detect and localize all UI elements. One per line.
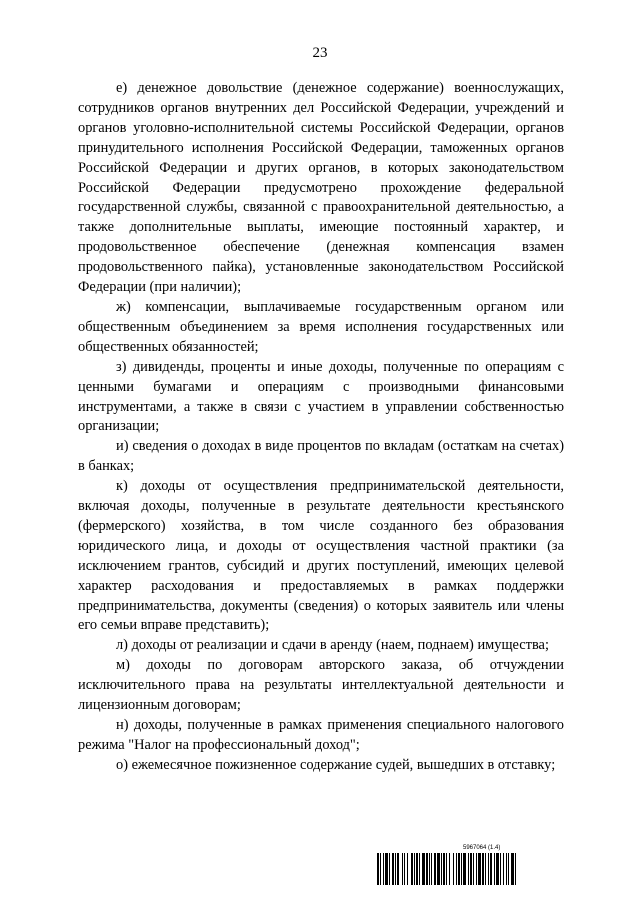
paragraph-zh-compensation: ж) компенсации, выплачиваемые государственным органом или общественным объединением за время исполнения государственных или общественных обязанностей; [78, 298, 564, 355]
paragraph-z-dividends: з) дивиденды, проценты и иные доходы, полученные по операциям с ценными бумагами и операциям с производными финансовыми инструментами, а также в связи с участием в управлении собственностью организации; [78, 358, 564, 435]
barcode-icon [377, 853, 565, 885]
paragraph-m-copyright-income: м) доходы по договорам авторского заказа, об отчуждении исключительного права на результаты интеллектуальной деятельности и лицензионным договорам; [78, 657, 564, 714]
paragraph-o-judge-allowance: о) ежемесячное пожизненное содержание судей, вышедших в отставку; [116, 756, 556, 773]
document-body [78, 79, 564, 776]
document-barcode-block [377, 845, 565, 885]
paragraph-e-allowance: е) денежное довольствие (денежное содержание) военнослужащих, сотрудников органов внутренних дел Российской Федерации, учреждений и органов уголовно-исполнительной системы Российской Федерации, органов принудительного исполнения Российской Федерации, таможенных органов Российской Федерации и других органов, в которых законодательством Российской Федерации предусмотрено прохождение федеральной государственной службы, связанной с правоохранительной деятельностью, а также дополнительные выплаты, имеющие постоянный характер, и продовольственное обеспечение (денежная компенсация взамен продовольственного пайка), установленные законодательством Российской Федерации (при наличии); [78, 80, 564, 296]
page-number: 23 [312, 45, 328, 61]
document-id: 5967064 (1.4) [463, 845, 501, 851]
paragraph-n-professional-tax: н) доходы, полученные в рамках применения специального налогового режима "Налог на профессиональный доход"; [78, 717, 564, 753]
paragraph-k-business-income: к) доходы от осуществления предпринимательской деятельности, включая доходы, полученные в результате деятельности крестьянского (фермерского) хозяйства, в том числе созданного без образования юридического лица, и доходы от осуществления частной практики (за исключением грантов, субсидий и других поступлений, имеющих целевой характер расходования и предоставляемых в рамках поддержки предпринимательства, документы (сведения) о которых заявитель или члены его семьи вправе представить); [78, 478, 564, 634]
paragraph-l-property-income: л) доходы от реализации и сдачи в аренду (наем, поднаем) имущества; [116, 637, 549, 654]
paragraph-i-deposit-interest: и) сведения о доходах в виде процентов по вкладам (остаткам на счетах) в банках; [78, 438, 564, 475]
barcode-bar [516, 853, 518, 885]
